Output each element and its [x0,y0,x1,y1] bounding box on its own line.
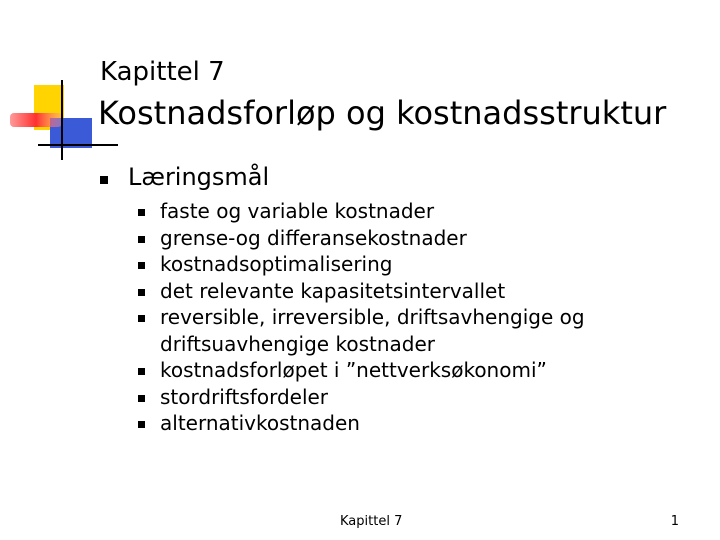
section-heading: Læringsmål [128,163,270,191]
list-item-text: grense-og differansekostnader [160,225,467,250]
list-item [138,251,618,278]
page-number: 1 [670,514,679,529]
bullet-square [100,176,108,184]
bullet-square [138,262,145,269]
slide-subtitle: Kapittel 7 [100,57,225,87]
footer-text: Kapittel 7 [340,514,403,529]
bullet-square [138,315,145,322]
bullet-square [138,368,145,375]
deco-red-bar [10,113,62,127]
bullet-square [138,421,145,428]
bullet-square [138,209,145,216]
list-item-text: det relevante kapasitetsintervallet [160,278,506,303]
list-item [138,357,618,384]
list-item [138,225,618,252]
list-item-text: alternativkostnaden [160,411,360,435]
list-item-text: reversible, irreversible, driftsavhengige og driftsuavhengige kostnader [160,305,585,356]
list-item [138,278,618,305]
bullet-square [138,395,145,402]
list-item-text: faste og variable kostnader [160,199,435,223]
bullet-square [138,236,145,243]
list-item-text: stordriftsfordeler [160,384,329,409]
list-item [138,304,618,357]
list-item [138,410,618,437]
bullet-square [138,289,145,296]
slide-title: Kostnadsforløp og kostnadsstruktur [98,94,667,132]
list-item-text: kostnadsoptimalisering [160,252,393,276]
list-item [138,198,618,225]
learning-goals-list [138,198,618,437]
list-item [138,384,618,411]
list-item-text: kostnadsforløpet i ”nettverksøkonomi” [160,358,547,382]
